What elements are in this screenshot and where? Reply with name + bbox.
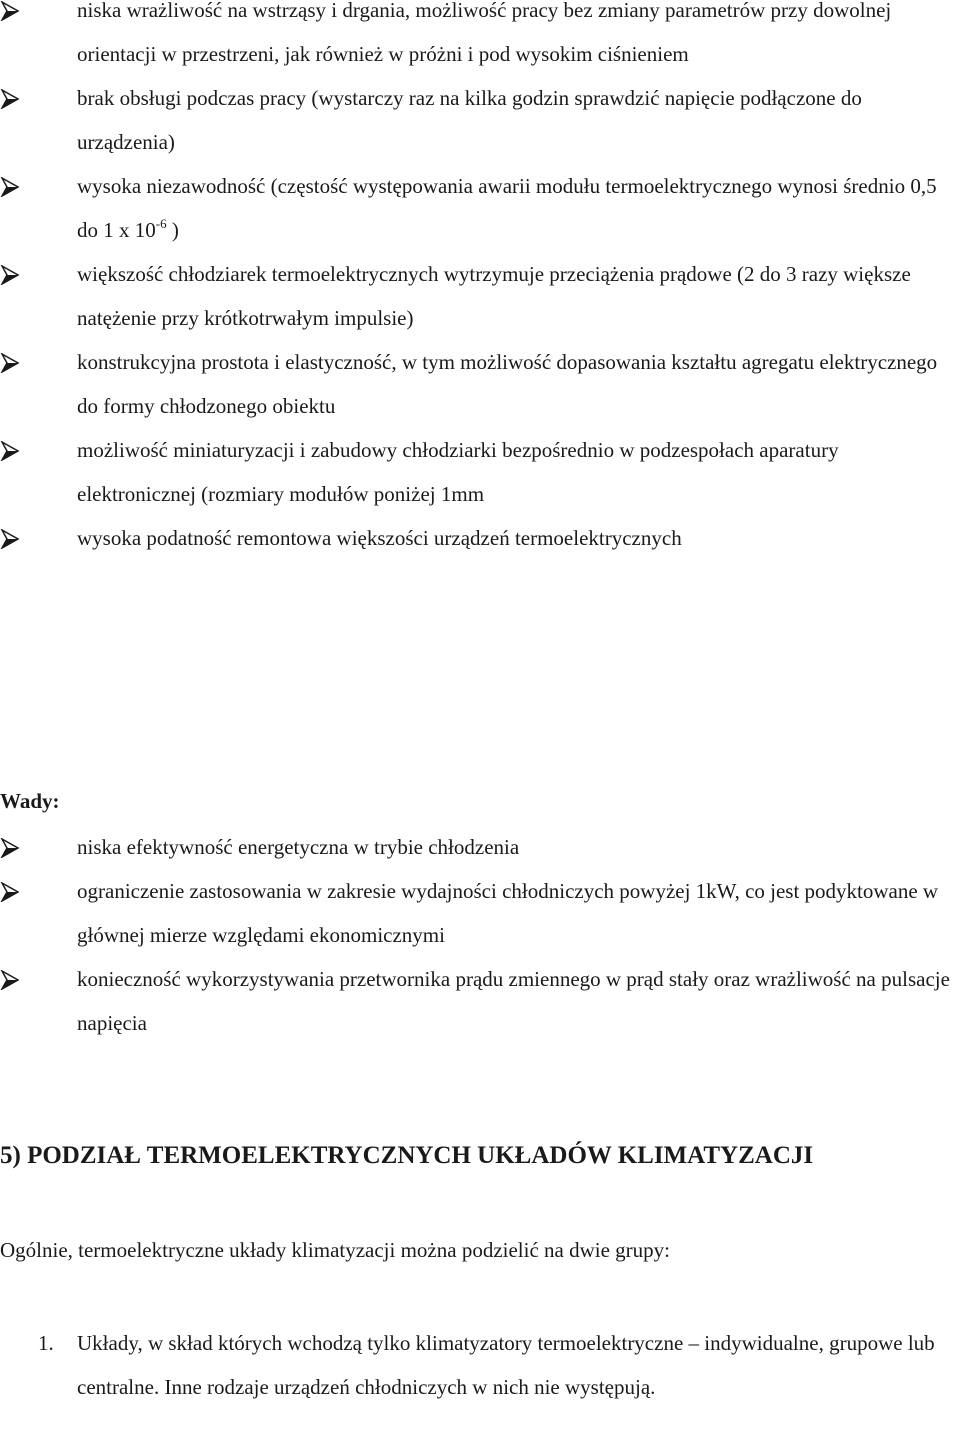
numbered-list bbox=[0, 1321, 960, 1409]
list-item bbox=[0, 76, 960, 164]
list-item-text-tail: ) bbox=[166, 218, 179, 242]
list-item bbox=[0, 340, 960, 428]
list-item bbox=[0, 428, 960, 516]
disadvantages-list bbox=[0, 825, 960, 1045]
list-item bbox=[0, 516, 960, 560]
list-item-text: możliwość miniaturyzacji i zabudowy chłodziarki bezpośrednio w podzespołach aparatury elektronicznej (rozmiary modułów poniżej 1mm bbox=[77, 438, 839, 506]
list-item bbox=[0, 825, 960, 869]
arrowhead-bullet-icon bbox=[0, 882, 20, 902]
arrowhead-bullet-icon bbox=[0, 353, 20, 373]
list-item bbox=[0, 869, 960, 957]
arrowhead-bullet-icon bbox=[0, 970, 20, 990]
disadvantages-heading: Wady: bbox=[0, 789, 60, 813]
list-item-text: wysoka podatność remontowa większości urządzeń termoelektrycznych bbox=[77, 526, 682, 550]
list-item bbox=[0, 957, 960, 1045]
arrowhead-bullet-icon bbox=[0, 177, 20, 197]
arrowhead-bullet-icon bbox=[0, 838, 20, 858]
list-item bbox=[0, 252, 960, 340]
arrowhead-bullet-icon bbox=[0, 265, 20, 285]
arrowhead-bullet-icon bbox=[0, 1, 20, 21]
advantages-list bbox=[0, 0, 960, 560]
arrowhead-bullet-icon bbox=[0, 89, 20, 109]
list-item-text: Układy, w skład których wchodzą tylko klimatyzatory termoelektryczne – indywidualne, grupowe lub centralne. Inne rodzaje urządzeń chłodniczych w nich nie występują. bbox=[77, 1331, 935, 1399]
list-item-text: ograniczenie zastosowania w zakresie wydajności chłodniczych powyżej 1kW, co jest podyktowane w głównej mierze względami ekonomicznymi bbox=[77, 879, 939, 947]
list-item-text: większość chłodziarek termoelektrycznych wytrzymuje przeciążenia prądowe (2 do 3 razy większe natężenie przy krótkotrwałym impulsie) bbox=[77, 262, 911, 330]
arrowhead-bullet-icon bbox=[0, 529, 20, 549]
list-item-text: niska efektywność energetyczna w trybie chłodzenia bbox=[77, 835, 520, 859]
list-item-text: konieczność wykorzystywania przetwornika prądu zmiennego w prąd stały oraz wrażliwość na pulsacje napięcia bbox=[77, 967, 950, 1035]
list-item-text: brak obsługi podczas pracy (wystarczy raz na kilka godzin sprawdzić napięcie podłączone do urządzenia) bbox=[77, 86, 862, 154]
section-intro-paragraph: Ogólnie, termoelektryczne układy klimatyzacji można podzielić na dwie grupy: bbox=[0, 1238, 671, 1262]
section-title: 5) PODZIAŁ TERMOELEKTRYCZNYCH UKŁADÓW KLIMATYZACJI bbox=[0, 1142, 814, 1169]
superscript-exponent: -6 bbox=[155, 216, 167, 231]
list-item bbox=[0, 0, 960, 76]
list-item-text: konstrukcyjna prostota i elastyczność, w tym możliwość dopasowania kształtu agregatu elektrycznego do formy chłodzonego obiektu bbox=[77, 350, 938, 418]
list-item bbox=[0, 164, 960, 252]
list-item-text: wysoka niezawodność (częstość występowania awarii modułu termoelektrycznego wynosi średnio 0,5 do 1 x 10 bbox=[77, 174, 937, 242]
list-item-text: niska wrażliwość na wstrząsy i drgania, możliwość pracy bez zmiany parametrów przy dowolnej orientacji w przestrzeni, jak również w próżni i pod wysokim ciśnieniem bbox=[77, 0, 892, 66]
arrowhead-bullet-icon bbox=[0, 441, 20, 461]
numbered-list-item bbox=[0, 1321, 960, 1409]
list-number: 1. bbox=[38, 1331, 54, 1355]
